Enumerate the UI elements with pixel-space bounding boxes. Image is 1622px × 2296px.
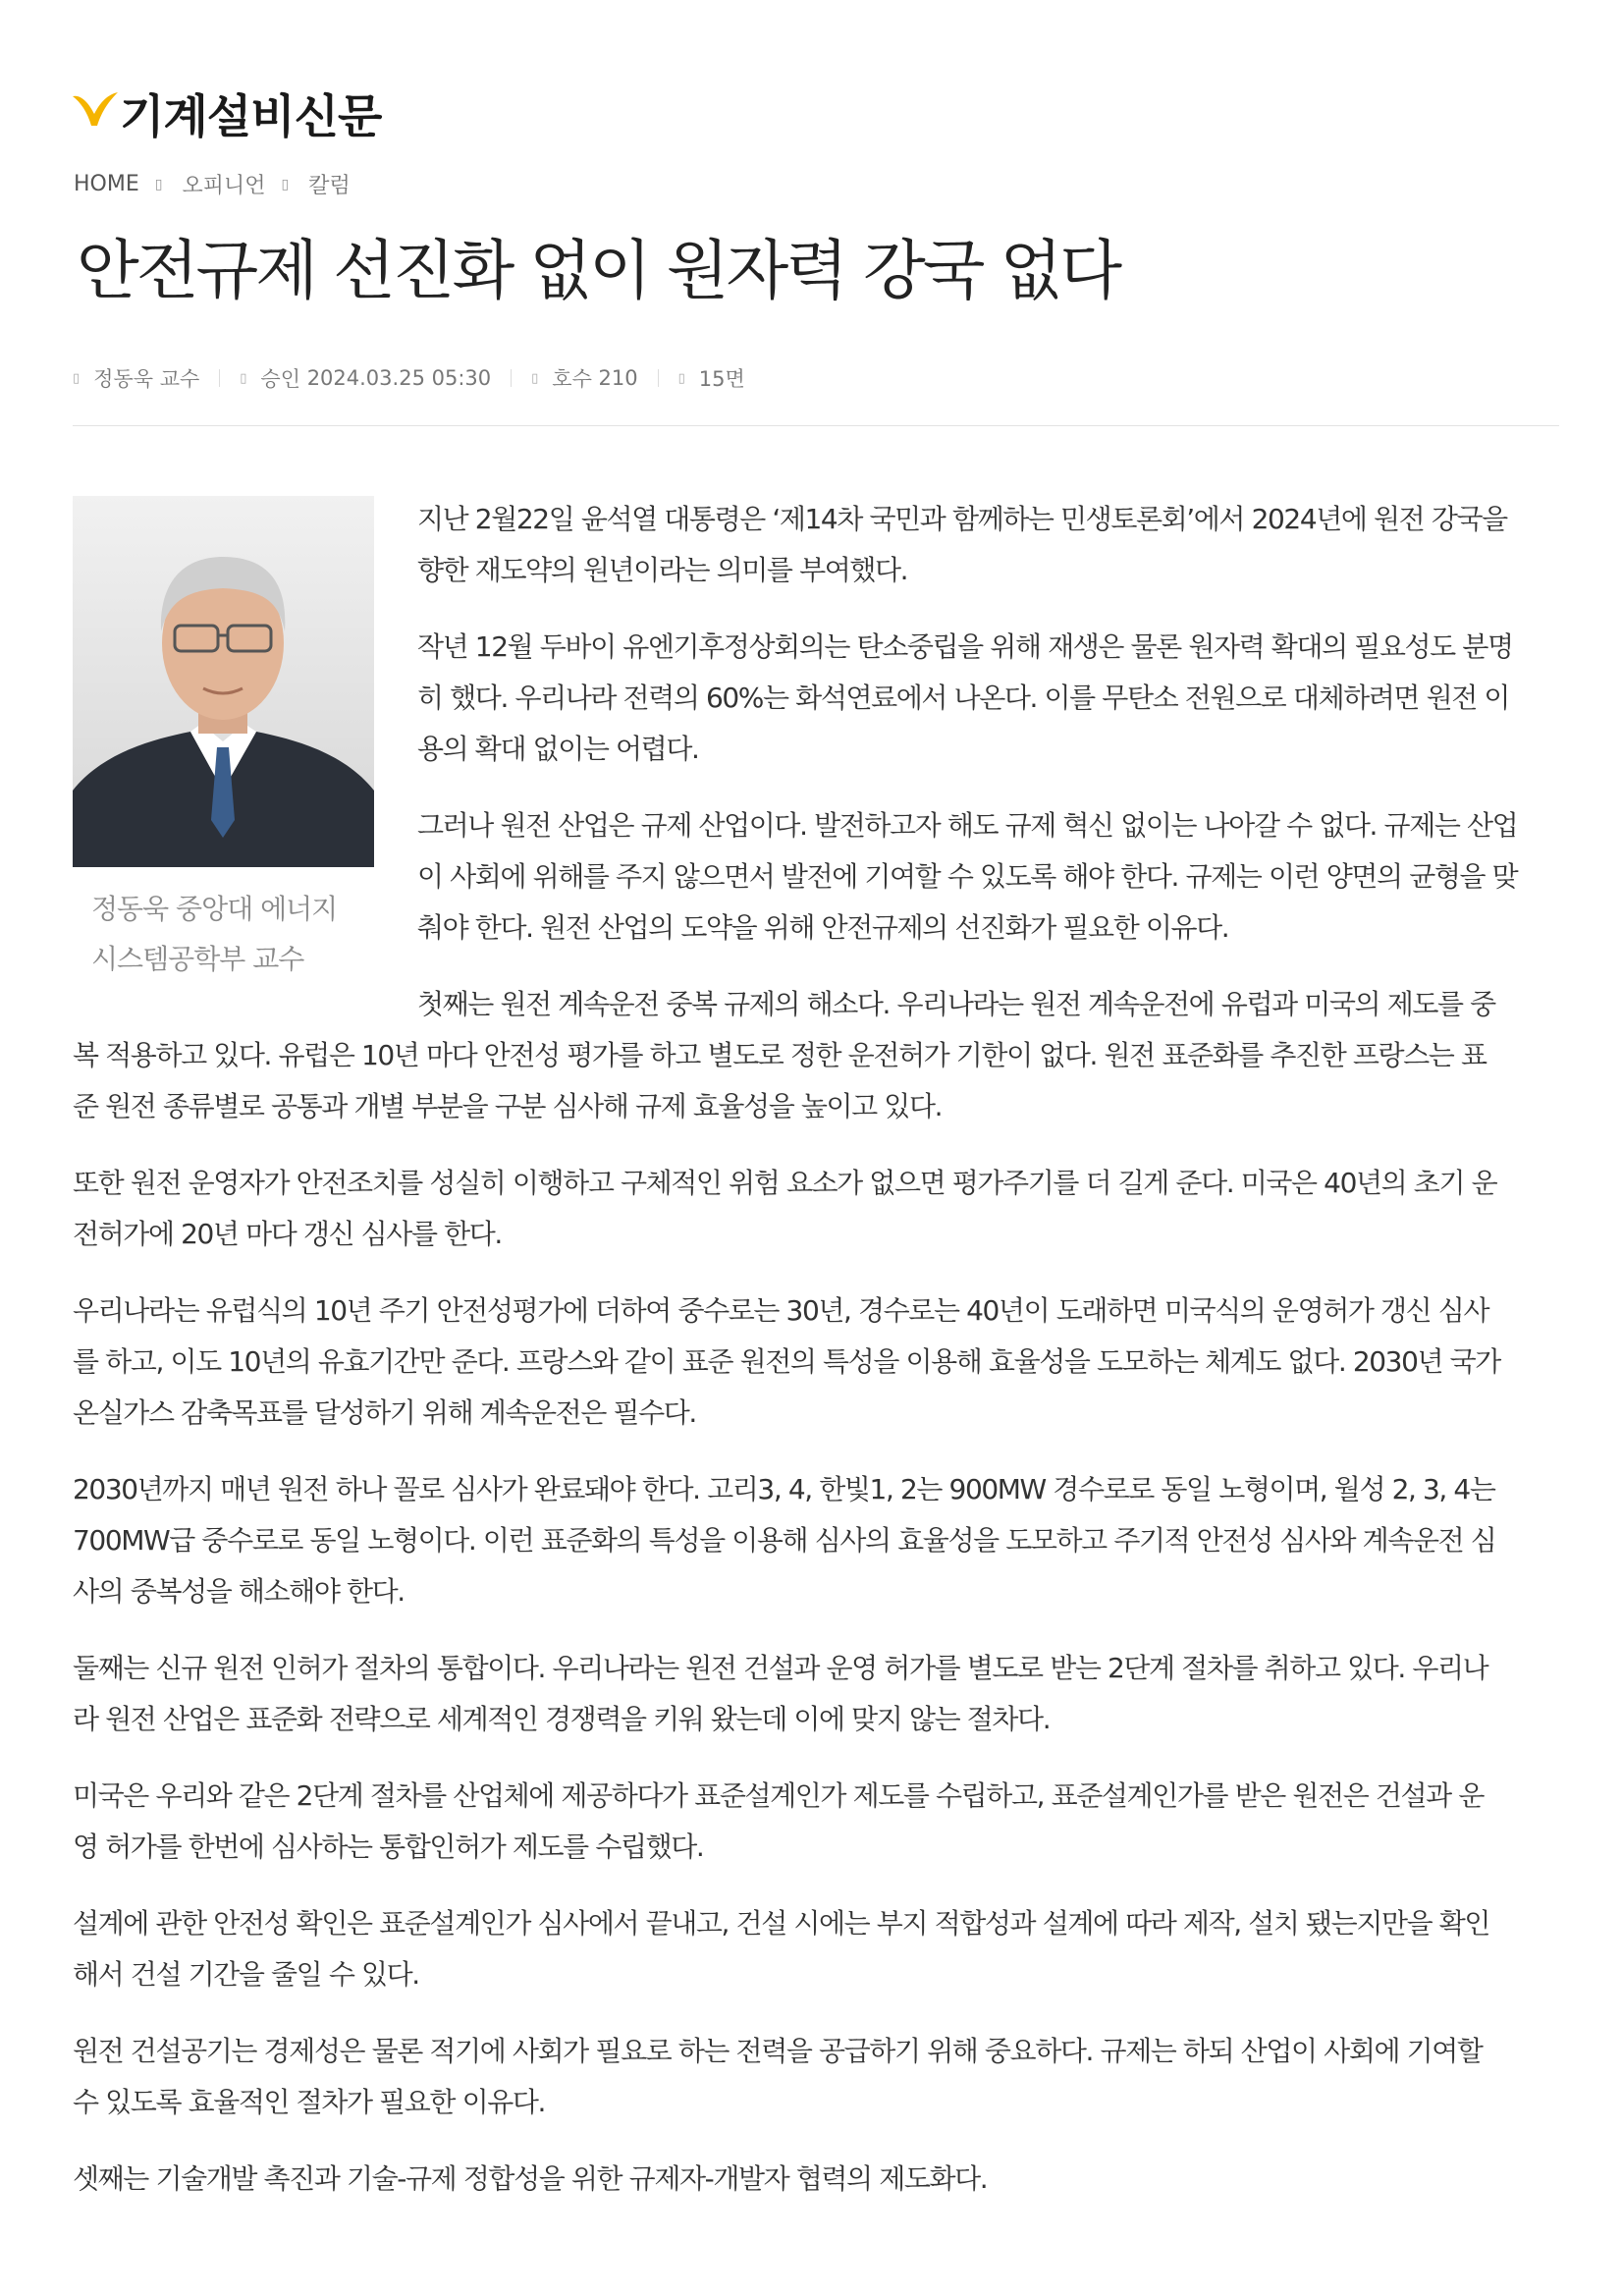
breadcrumb-opinion-link[interactable]: 오피니언 [182,174,266,198]
meta-page [678,363,745,393]
article-paragraph: 원전 건설공기는 경제성은 물론 적기에 사회가 필요로 하는 전력을 공급하기 위해 중요하다. 규제는 하되 산업이 사회에 기여할 수 있도록 효율적인 절차가 필요한 이유다. [73,2035,1483,2118]
breadcrumb-column-link[interactable]: 칼럼 [308,174,351,198]
issue-label: 호수 [552,367,592,391]
article-paragraph: 그러나 원전 산업은 규제 산업이다. 발전하고자 해도 규제 혁신 없이는 나아갈 수 없다. 규제는 산업 이 사회에 위해를 주지 않으면서 발전에 기여할 수 있도록 해야 한다. 규제는 이런 양면의 균형을 맞 춰야 한다. 원전 산업의 도약을 위해 안전규제의 선진화가 필요한 이유다. [417,809,1518,944]
article-paragraph: 둘째는 신규 원전 인허가 절차의 통합이다. 우리나라는 원전 건설과 운영 허가를 별도로 받는 2단계 절차를 취하고 있다. 우리나 라 원전 산업은 표준화 전략으로 세계적인 경쟁력을 키워 왔는데 이에 맞지 않는 절차다. [73,1652,1488,1735]
article-paragraph: 미국은 우리와 같은 2단계 절차를 산업체에 제공하다가 표준설계인가 제도를 수립하고, 표준설계인가를 받은 원전은 건설과 운 영 허가를 한번에 심사하는 통합인허가 제도를 수립했다. [73,1779,1484,1863]
clock-icon: ▯ [240,370,247,386]
chevron-right-icon: ▯ [154,176,163,192]
site-logo[interactable] [71,84,424,163]
meta-issue [531,363,638,393]
caption-line: 정동욱 중앙대 에너지 [91,893,338,925]
approved-label: 승인 [260,367,300,391]
article-paragraph: 첫째는 원전 계속운전 중복 규제의 해소다. 우리나라는 원전 계속운전에 유럽과 미국의 제도를 중 복 적용하고 있다. 유럽은 10년 마다 안전성 평가를 하고 별도로 정한 운전허가 기한이 없다. 원전 표준화를 추진한 프랑스는 표 준 원전 종류별로 공통과 개별 부분을 구분 심사해 규제 효율성을 높이고 있다. [73,988,1495,1122]
article-paragraph: 또한 원전 운영자가 안전조치를 성실히 이행하고 구체적인 위험 요소가 없으면 평가주기를 더 길게 준다. 미국은 40년의 초기 운 전허가에 20년 마다 갱신 심사를 한다. [73,1167,1497,1250]
author-name: 정동욱 교수 [93,367,200,391]
article-paragraph: 셋째는 기술개발 촉진과 기술-규제 정합성을 위한 규제자-개발자 협력의 제도화다. [73,2162,988,2195]
meta-divider [219,369,220,387]
meta-divider [658,369,659,387]
logo-mark-icon [71,88,120,134]
meta-divider [511,369,512,387]
page-icon: ▯ [677,370,685,386]
article-meta [73,363,745,393]
breadcrumb [74,169,351,199]
meta-approved [240,363,491,393]
article-paragraph: 지난 2월22일 윤석열 대통령은 ‘제14차 국민과 함께하는 민생토론회’에서 2024년에 원전 강국을 향한 재도약의 원년이라는 의미를 부여했다. [417,503,1507,586]
page-number: 15면 [698,367,745,391]
article-paragraph: 우리나라는 유럽식의 10년 주기 안전성평가에 더하여 중수로는 30년, 경수로는 40년이 도래하면 미국식의 운영허가 갱신 심사 를 하고, 이도 10년의 유효기간만 준다. 프랑스와 같이 표준 원전의 특성을 이용해 효율성을 도모하는 체계도 없다. 2030년 국가 온실가스 감축목표를 달성하기 위해 계속운전은 필수다. [73,1294,1500,1429]
user-icon: ▯ [73,370,81,386]
issue-icon: ▯ [531,370,539,386]
article-body [73,494,1561,2230]
article-paragraph: 2030년까지 매년 원전 하나 꼴로 심사가 완료돼야 한다. 고리3, 4, 한빛1, 2는 900MW 경수로로 동일 노형이며, 월성 2, 3, 4는 700MW급 중수로로 동일 노형이다. 이런 표준화의 특성을 이용해 심사의 효율성을 도모하고 주기적 안전성 심사와 계속운전 심 사의 중복성을 해소해야 한다. [73,1473,1496,1608]
meta-author [73,363,199,393]
logo-text: 기계설비신문 [120,90,382,144]
article-paragraph: 작년 12월 두바이 유엔기후정상회의는 탄소중립을 위해 재생은 물론 원자력 확대의 필요성도 분명 히 했다. 우리나라 전력의 60%는 화석연료에서 나온다. 이를 무탄소 전원으로 대체하려면 원전 이 용의 확대 없이는 어렵다. [417,630,1513,765]
article-title: 안전규제 선진화 없이 원자력 강국 없다 [77,233,1119,308]
header-divider [73,425,1559,426]
chevron-right-icon: ▯ [281,176,290,192]
breadcrumb-home-link[interactable]: HOME [74,172,139,196]
caption-line: 시스템공학부 교수 [91,943,304,975]
issue-number: 210 [598,366,638,390]
article-paragraph: 설계에 관한 안전성 확인은 표준설계인가 심사에서 끝내고, 건설 시에는 부지 적합성과 설계에 따라 제작, 설치 됐는지만을 확인 해서 건설 기간을 줄일 수 있다. [73,1907,1490,1991]
approved-datetime: 2024.03.25 05:30 [306,366,492,390]
